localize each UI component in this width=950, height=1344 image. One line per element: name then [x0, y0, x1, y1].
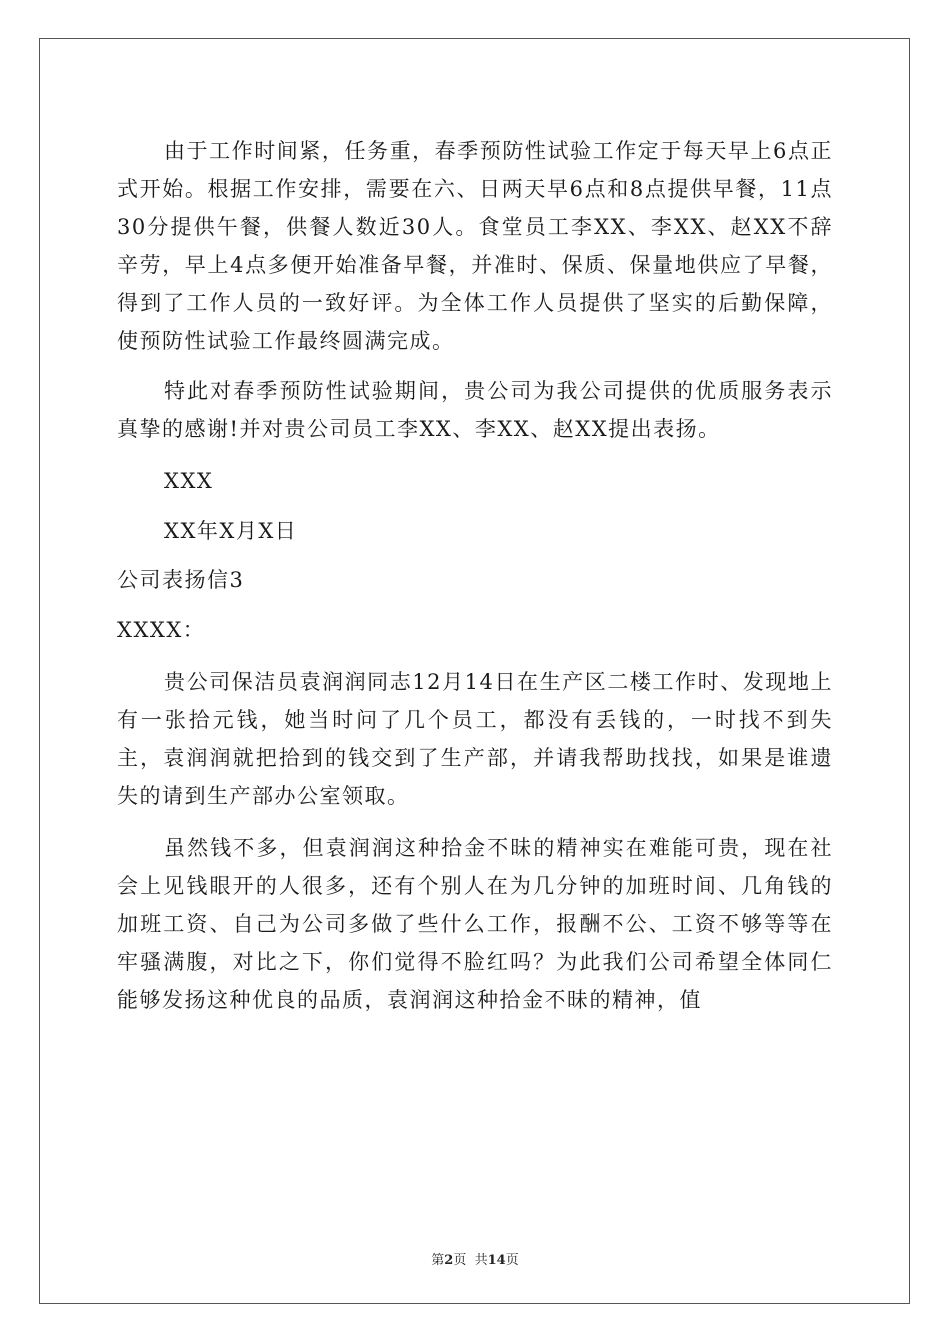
- footer-suffix: 页: [505, 1253, 519, 1268]
- section-title: 公司表扬信3: [117, 568, 245, 592]
- current-page-number: 2: [444, 1253, 454, 1268]
- signature-name: XXX: [164, 469, 214, 493]
- total-page-count: 14: [487, 1253, 506, 1268]
- document-body: [117, 132, 833, 1019]
- signature-date: XX年X月X日: [164, 519, 298, 543]
- footer-mid: 页 共: [453, 1253, 488, 1268]
- footer-prefix: 第: [431, 1253, 445, 1268]
- paragraph-found-money: 贵公司保洁员袁润润同志12月14日在生产区二楼工作时、发现地上有一张拾元钱，她当时问了几个员工，都没有丢钱的，一时找不到失主，袁润润就把拾到的钱交到了生产部，并请我帮助找找，如果是谁遗失的请到生产部办公室领取。: [117, 670, 833, 808]
- paragraph-praise: 虽然钱不多，但袁润润这种拾金不昧的精神实在难能可贵，现在社会上见钱眼开的人很多，还有个别人在为几分钟的加班时间、几角钱的加班工资、自己为公司多做了些什么工作，报酬不公、工资不够等等在牢骚满腹，对比之下，你们觉得不脸红吗？为此我们公司希望全体同仁能够发扬这种优良的品质，袁润润这种拾金不昧的精神，值: [117, 836, 833, 1012]
- salutation: XXXX：: [117, 618, 206, 642]
- paragraph-meal-service: 由于工作时间紧，任务重，春季预防性试验工作定于每天早上6点正式开始。根据工作安排，需要在六、日两天早6点和8点提供早餐，11点30分提供午餐，供餐人数近30人。食堂员工李XX、李XX、赵XX不辞辛劳，早上4点多便开始准备早餐，并准时、保质、保量地供应了早餐，得到了工作人员的一致好评。为全体工作人员提供了坚实的后勤保障，使预防性试验工作最终圆满完成。: [117, 139, 833, 353]
- page-footer: [0, 1249, 950, 1268]
- paragraph-thanks: 特此对春季预防性试验期间，贵公司为我公司提供的优质服务表示真挚的感谢!并对贵公司员工李XX、李XX、赵XX提出表扬。: [117, 379, 833, 441]
